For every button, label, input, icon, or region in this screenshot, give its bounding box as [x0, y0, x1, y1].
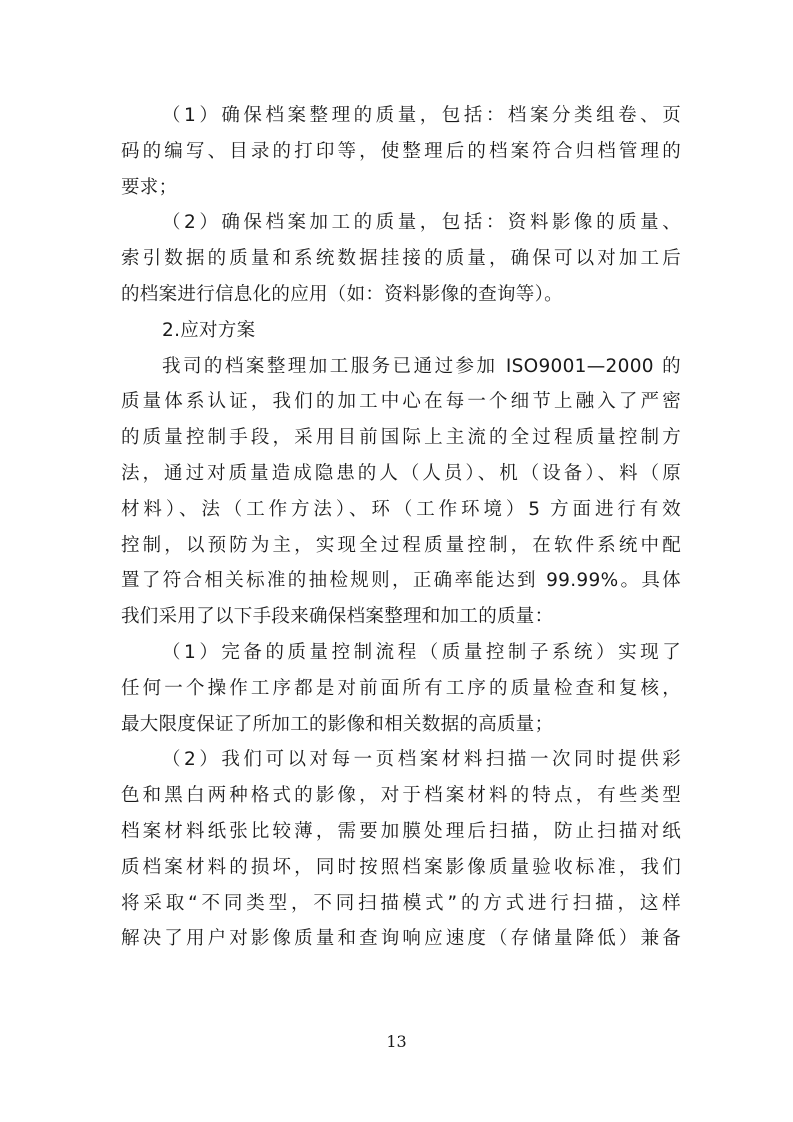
- text-line: （2）我们可以对每一页档案材料扫描一次同时提供彩: [162, 749, 681, 771]
- text-line: 控制，以预防为主，实现全过程质量控制，在软件系统中配: [121, 534, 681, 556]
- page-number: 13: [386, 1032, 407, 1051]
- text-line: 法，通过对质量造成隐患的人（人员）、机（设备）、料（原: [121, 462, 681, 484]
- text-line: 质量体系认证，我们的加工中心在每一个细节上融入了严密: [121, 391, 681, 413]
- text-line: 最大限度保证了所加工的影像和相关数据的高质量；: [121, 713, 554, 735]
- text-line: 解决了用户对影像质量和查询响应速度（存储量降低）兼备: [121, 928, 681, 950]
- text-line: （1）完备的质量控制流程（质量控制子系统）实现了: [162, 641, 681, 663]
- text-line: （1）确保档案整理的质量，包括：档案分类组卷、页: [162, 105, 681, 126]
- text-line: 色和黑白两种格式的影像，对于档案材料的特点，有些类型: [121, 785, 681, 807]
- text-line: （2）确保档案加工的质量，包括：资料影像的质量、: [162, 212, 681, 234]
- document-body: [121, 98, 681, 957]
- text-line: 码的编写、目录的打印等，使整理后的档案符合归档管理的: [121, 140, 681, 162]
- text-line: 质档案材料的损坏，同时按照档案影像质量验收标准，我们: [121, 856, 681, 878]
- text-line: 任何一个操作工序都是对前面所有工序的质量检查和复核，: [121, 677, 681, 699]
- text-line: 档案材料纸张比较薄，需要加膜处理后扫描，防止扫描对纸: [121, 820, 681, 842]
- text-line: 置了符合相关标准的抽检规则，正确率能达到 99.99%。具体: [121, 570, 681, 592]
- text-line: 将采取“不同类型，不同扫描模式”的方式进行扫描，这样: [121, 892, 681, 914]
- text-line: 索引数据的质量和系统数据挂接的质量，确保可以对加工后: [121, 248, 681, 270]
- section-heading: 2.应对方案: [162, 319, 256, 341]
- text-line: 我们采用了以下手段来确保档案整理和加工的质量：: [121, 606, 554, 628]
- text-line: 的档案进行信息化的应用（如：资料影像的查询等）。: [121, 283, 563, 305]
- text-line: 材料）、法（工作方法）、环（工作环境）5 方面进行有效: [121, 498, 681, 520]
- text-line: 我司的档案整理加工服务已通过参加 ISO9001—2000 的: [162, 355, 681, 377]
- text-line: 的质量控制手段，采用目前国际上主流的全过程质量控制方: [121, 427, 681, 449]
- text-line: 要求；: [121, 176, 178, 198]
